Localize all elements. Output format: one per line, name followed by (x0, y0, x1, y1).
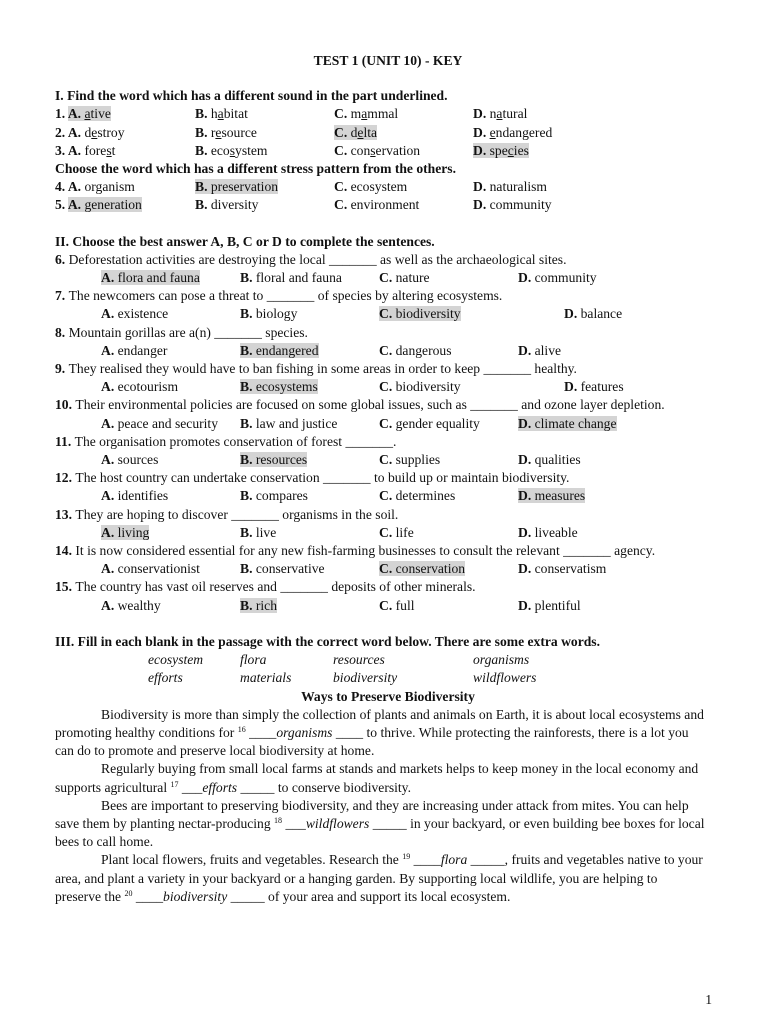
option-text: D. naturalism (473, 179, 547, 195)
option-cell (518, 451, 581, 469)
option-text: C. determines (379, 488, 456, 504)
answer-options (55, 597, 705, 615)
option-text: C. conservation (334, 142, 421, 158)
option-cell (334, 196, 473, 214)
option-letter: A. (101, 597, 115, 613)
option-text: D. community (473, 197, 552, 213)
option-letter: C. (379, 561, 393, 577)
option-text: A. identifies (101, 488, 169, 504)
option-text: A. endanger (101, 342, 168, 358)
option-cell (101, 524, 240, 542)
word-bank-row (55, 669, 705, 687)
word-bank-word: resources (333, 652, 385, 668)
option-text: D. alive (518, 342, 562, 358)
option-cell (240, 415, 379, 433)
option-letter: C. (334, 179, 348, 195)
answer-options (55, 342, 705, 360)
option-cell (240, 487, 379, 505)
option-cell (101, 451, 240, 469)
option-letter: C. (379, 415, 393, 431)
option-letter: C. (379, 597, 393, 613)
option-letter: C. (379, 306, 393, 322)
option-letter: B. (240, 561, 253, 577)
question-text: 11. The organisation promotes conservation of forest _______. (55, 433, 397, 449)
option-text: A. organism (67, 179, 135, 195)
question-number: 3. (55, 142, 68, 158)
underlined-part: c (507, 142, 514, 158)
option-text: B. ecosystem (195, 142, 268, 158)
answer-options (55, 524, 705, 542)
question-text: 13. They are hoping to discover _______ organisms in the soil. (55, 506, 399, 522)
option-cell (101, 415, 240, 433)
option-letter: A. (101, 415, 115, 431)
option-text: C. full (379, 597, 415, 613)
answer-highlight: A. generation (67, 197, 142, 213)
option-letter: B. (195, 197, 208, 213)
option-letter: D. (473, 142, 487, 158)
option-letter: D. (518, 561, 532, 577)
option-letter: A. (101, 452, 115, 468)
option-text: B. resource (195, 124, 257, 140)
answer-options (55, 451, 705, 469)
option-text: A. destroy (67, 124, 125, 140)
option-letter: B. (240, 488, 253, 504)
option-text: D. features (564, 379, 624, 395)
blank-number: 16 (237, 724, 246, 734)
option-cell (334, 178, 473, 196)
blank-number: 17 (170, 779, 179, 789)
option-cell (101, 560, 240, 578)
option-letter: A. (101, 306, 115, 322)
question-number: 9. (55, 361, 69, 377)
option-cell (473, 124, 552, 142)
section-1-subheading: Choose the word which has a different stress pattern from the others. (55, 161, 456, 177)
option-letter: B. (240, 306, 253, 322)
question-number: 13. (55, 506, 76, 522)
option-text: B. biology (240, 306, 298, 322)
question-number: 14. (55, 543, 76, 559)
section-1-heading: I. Find the word which has a different sound in the part underlined. (55, 88, 448, 104)
option-text: C. mammal (334, 106, 399, 122)
option-letter: C. (334, 197, 348, 213)
underlined-part: s (106, 142, 112, 158)
option-cell (379, 415, 518, 433)
option-letter: A. (101, 379, 115, 395)
option-letter: D. (473, 179, 487, 195)
option-letter: B. (240, 270, 253, 286)
option-cell (240, 378, 379, 396)
question-text: 9. They realised they would have to ban fishing in some areas in order to keep _______ healthy. (55, 361, 577, 377)
option-cell (240, 524, 379, 542)
question-number: 1. (55, 106, 68, 122)
answer-options (55, 305, 705, 323)
option-letter: D. (564, 379, 578, 395)
passage-paragraph: Plant local flowers, fruits and vegetables. Research the $^{19}$ ____flora _____, fruits and vegetables native to your area, and plant a variety in your backyard or a hanging garden. By supporting local wildlife, you are helping to preserve the $^{20}$ ____biodiversity _____ of your area and support its local ecosystem. (55, 852, 703, 904)
pronunciation-row (55, 124, 705, 142)
option-text: D. conservatism (518, 561, 607, 577)
option-cell (55, 196, 195, 214)
word-bank-word: biodiversity (333, 670, 398, 686)
option-cell (101, 378, 240, 396)
question-number: 10. (55, 397, 76, 413)
answer-options (55, 415, 705, 433)
question-number: 6. (55, 251, 69, 267)
word-bank-word: materials (240, 670, 292, 686)
underlined-part: e (215, 124, 222, 140)
option-text: C. gender equality (379, 415, 480, 431)
option-cell (195, 178, 334, 196)
option-cell (473, 142, 529, 160)
underlined-part: e (489, 124, 496, 140)
word-bank-word: flora (240, 652, 267, 668)
option-cell (379, 560, 518, 578)
option-cell (473, 105, 527, 123)
option-letter: D. (518, 597, 532, 613)
option-text: B. diversity (195, 197, 259, 213)
blank-answer: flora (440, 852, 468, 868)
option-cell (101, 305, 240, 323)
option-letter: A. (67, 179, 82, 195)
option-cell (195, 196, 334, 214)
option-letter: B. (195, 106, 208, 122)
option-cell (379, 597, 518, 615)
option-cell (334, 142, 473, 160)
underlined-part: a (496, 106, 503, 122)
option-letter: D. (473, 124, 487, 140)
option-text: A. peace and security (101, 415, 219, 431)
option-letter: A. (101, 270, 115, 286)
option-cell (240, 342, 379, 360)
option-letter: C. (379, 379, 393, 395)
section-2-heading: II. Choose the best answer A, B, C or D to complete the sentences. (55, 233, 435, 249)
option-cell (195, 142, 334, 160)
option-cell (101, 269, 240, 287)
word-bank-word: ecosystem (148, 652, 204, 668)
option-text: D. qualities (518, 452, 581, 468)
option-letter: A. (67, 124, 82, 140)
question-text: 14. It is now considered essential for any new fish-farming businesses to consult the relevant _______ agency. (55, 543, 656, 559)
option-letter: B. (240, 379, 253, 395)
option-cell (564, 305, 622, 323)
option-letter: B. (195, 142, 208, 158)
underlined-part: s (370, 142, 376, 158)
option-text: C. life (379, 524, 414, 540)
pronunciation-row (55, 142, 705, 160)
option-text: C. dangerous (379, 342, 452, 358)
option-letter: A. (101, 561, 115, 577)
word-bank-word: organisms (473, 652, 530, 668)
option-letter: D. (518, 415, 532, 431)
option-text: D. natural (473, 106, 528, 122)
question-number: 12. (55, 470, 76, 486)
underlined-part: e (357, 124, 364, 140)
option-letter: C. (334, 124, 348, 140)
option-letter: D. (518, 524, 532, 540)
question-text: 8. Mountain gorillas are a(n) _______ species. (55, 324, 308, 340)
page-number: 1 (705, 992, 712, 1007)
option-text: A. sources (101, 452, 159, 468)
option-letter: B. (195, 179, 208, 195)
stress-row (55, 178, 705, 196)
option-text: D. liveable (518, 524, 578, 540)
option-text: D. community (518, 270, 597, 286)
passage-paragraph: Biodiversity is more than simply the collection of plants and animals on Earth, it is about local ecosystems and promoting healthy conditions for $^{16}$ ____organisms ____ to thrive. While protecting the rainforests, there is a lot you can do to promote and preserve local biodiversity at home. (55, 706, 704, 759)
option-cell (240, 560, 379, 578)
option-cell (564, 378, 624, 396)
option-letter: C. (379, 524, 393, 540)
pronunciation-row (55, 105, 705, 123)
option-letter: D. (518, 452, 532, 468)
option-cell (55, 105, 195, 123)
option-letter: C. (334, 106, 348, 122)
question-number: 7. (55, 288, 69, 304)
option-cell (101, 597, 240, 615)
blank-answer: organisms (276, 724, 333, 740)
question-text: 15. The country has vast oil reserves and _______ deposits of other minerals. (55, 579, 476, 595)
answer-highlight: C. delta (334, 124, 378, 140)
stress-row (55, 196, 705, 214)
answer-highlight: B. preservation (195, 179, 279, 195)
question-number: 2. (55, 124, 68, 140)
option-cell (101, 487, 240, 505)
option-text: B. floral and fauna (240, 270, 342, 286)
option-cell (101, 342, 240, 360)
answer-highlight: B. ecosystems (240, 379, 318, 395)
option-cell (518, 415, 617, 433)
question-number: 11. (55, 433, 75, 449)
option-cell (240, 597, 379, 615)
option-letter: B. (240, 597, 253, 613)
option-text: B. compares (240, 488, 308, 504)
word-bank (55, 651, 705, 687)
option-letter: B. (240, 342, 253, 358)
word-bank-word: wildflowers (473, 670, 537, 686)
blank-answer: biodiversity (163, 888, 228, 904)
option-letter: B. (240, 452, 253, 468)
option-text: C. supplies (379, 452, 441, 468)
option-cell (379, 524, 518, 542)
word-bank-row (55, 651, 705, 669)
option-letter: A. (67, 142, 82, 158)
question-text: 10. Their environmental policies are focused on some global issues, such as _______ and ozone layer depletion. (55, 397, 665, 413)
option-cell (379, 451, 518, 469)
option-cell (334, 105, 473, 123)
page-title: TEST 1 (UNIT 10) - KEY (313, 53, 463, 68)
option-cell (379, 487, 518, 505)
option-cell (379, 305, 564, 323)
option-cell (473, 196, 552, 214)
option-cell (379, 342, 518, 360)
underlined-part: s (229, 142, 236, 158)
option-text: A. wealthy (101, 597, 161, 613)
option-letter: B. (240, 524, 253, 540)
option-letter: A. (101, 524, 115, 540)
option-cell (518, 487, 585, 505)
option-text: C. nature (379, 270, 430, 286)
option-letter: B. (195, 124, 208, 140)
answer-highlight: A. living (101, 524, 150, 540)
option-letter: A. (101, 488, 115, 504)
blank-answer: wildflowers (305, 815, 370, 831)
question-number: 8. (55, 324, 69, 340)
option-letter: C. (379, 452, 393, 468)
option-cell (518, 524, 578, 542)
option-letter: A. (67, 106, 82, 122)
question-text: 12. The host country can undertake conservation _______ to build up or maintain biodiversity. (55, 470, 570, 486)
answer-options (55, 487, 705, 505)
option-cell (518, 597, 581, 615)
section-3-heading: III. Fill in each blank in the passage with the correct word below. There are some extra words. (55, 633, 600, 649)
question-number: 4. (55, 179, 68, 195)
option-cell (518, 560, 606, 578)
option-cell (518, 269, 597, 287)
option-letter: A. (101, 342, 115, 358)
option-cell (195, 124, 334, 142)
option-text: D. balance (564, 306, 623, 322)
underlined-part: a (217, 106, 224, 122)
option-text: D. endangered (473, 124, 553, 140)
option-text: A. ecotourism (101, 379, 179, 395)
blank-number: 20 (124, 888, 133, 898)
option-text: D. plentiful (518, 597, 581, 613)
option-letter: D. (473, 106, 487, 122)
option-cell (240, 451, 379, 469)
answer-highlight: B. rich (240, 597, 278, 613)
option-text: B. habitat (195, 106, 248, 122)
underlined-part: a (84, 106, 91, 122)
passage-title: Ways to Preserve Biodiversity (301, 688, 475, 704)
option-text: C. biodiversity (379, 379, 461, 395)
underlined-part: a (361, 106, 368, 122)
underlined-part: e (91, 124, 98, 140)
question-number: 15. (55, 579, 76, 595)
option-text: A. forest (67, 142, 116, 158)
option-letter: D. (518, 270, 532, 286)
option-letter: D. (518, 342, 532, 358)
blank-number: 18 (274, 815, 283, 825)
answer-highlight: D. measures (518, 488, 586, 504)
option-cell (518, 342, 561, 360)
option-letter: D. (473, 197, 487, 213)
option-text: A. existence (101, 306, 169, 322)
option-letter: D. (564, 306, 578, 322)
answer-highlight: A. flora and fauna (101, 270, 200, 286)
question-text: 7. The newcomers can pose a threat to _______ of species by altering ecosystems. (55, 288, 503, 304)
option-letter: D. (518, 488, 532, 504)
section-1-stress-items (55, 178, 705, 214)
option-cell (55, 178, 195, 196)
option-cell (195, 105, 334, 123)
answer-key-page (55, 52, 705, 906)
option-cell (334, 124, 473, 142)
option-cell (473, 178, 547, 196)
answer-highlight: D. climate change (518, 415, 617, 431)
answer-highlight: C. conservation (379, 561, 466, 577)
answer-options (55, 378, 705, 396)
option-letter: C. (334, 142, 348, 158)
option-text: A. conservationist (101, 561, 200, 577)
option-text: C. ecosystem (334, 179, 408, 195)
answer-highlight: C. biodiversity (379, 306, 461, 322)
option-text: C. environment (334, 197, 420, 213)
option-letter: C. (379, 342, 393, 358)
passage-paragraph: Regularly buying from small local farms at stands and markets helps to keep money in the local economy and supports agricultural $^{17}$ ___efforts _____ to conserve biodiversity. (55, 761, 699, 795)
answer-options (55, 269, 705, 287)
answer-highlight: D. species (473, 142, 529, 158)
answer-highlight: A. ative (67, 106, 111, 122)
section-2-questions (55, 251, 705, 615)
option-cell (240, 269, 379, 287)
option-text: B. conservative (240, 561, 325, 577)
option-text: B. law and justice (240, 415, 338, 431)
question-number: 5. (55, 197, 68, 213)
option-letter: C. (379, 488, 393, 504)
passage (55, 706, 705, 906)
option-letter: C. (379, 270, 393, 286)
blank-answer: efforts (202, 779, 238, 795)
answer-options (55, 560, 705, 578)
question-text: 6. Deforestation activities are destroying the local _______ as well as the archaeological sites. (55, 251, 567, 267)
section-1-items (55, 105, 705, 160)
option-cell (240, 305, 379, 323)
option-letter: B. (240, 415, 253, 431)
answer-highlight: B. endangered (240, 342, 319, 358)
word-bank-word: efforts (148, 670, 183, 686)
blank-number: 19 (402, 852, 411, 862)
option-cell (379, 378, 564, 396)
answer-highlight: B. resources (240, 452, 308, 468)
option-letter: A. (67, 197, 82, 213)
option-cell (55, 142, 195, 160)
option-cell (55, 124, 195, 142)
passage-paragraph: Bees are important to preserving biodiversity, and they are increasing under attack from mites. You can help save them by planting nectar-producing $^{18}$ ___wildflowers _____ in your backyard, or even building bee boxes for local bees to call home. (55, 797, 705, 850)
option-cell (379, 269, 518, 287)
option-text: B. live (240, 524, 277, 540)
